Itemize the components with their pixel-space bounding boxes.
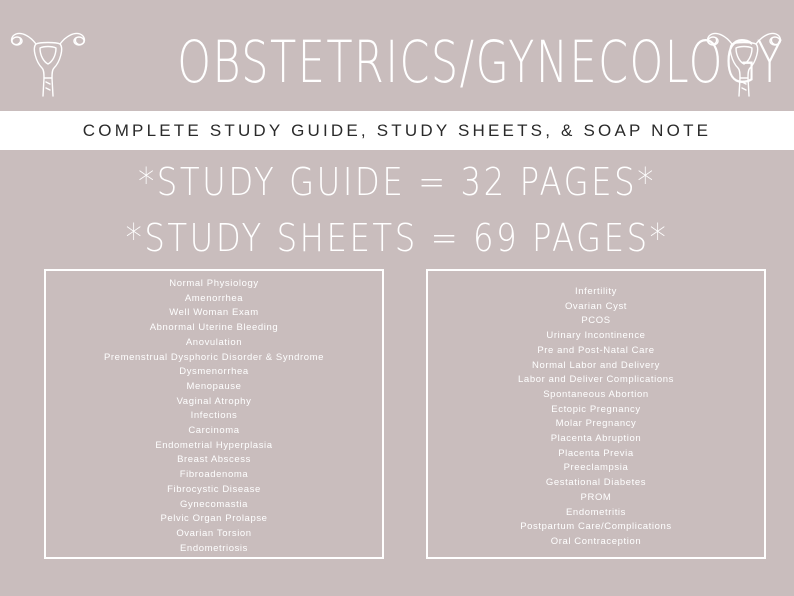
list-item: Endometrial Hyperplasia (155, 439, 273, 451)
list-item: Gestational Diabetes (545, 477, 647, 489)
topics-box-left (44, 269, 384, 559)
list-item: Oral Contraception (550, 535, 642, 547)
study-sheets-count: *STUDY SHEETS = 69 PAGES* (125, 216, 669, 260)
list-item: Ectopic Pregnancy (551, 403, 641, 415)
list-item: Labor and Deliver Complications (518, 374, 674, 386)
list-item: Amenorrhea (184, 292, 244, 304)
list-item: Endometritis (566, 506, 626, 518)
study-guide-count: *STUDY GUIDE = 32 PAGES* (138, 160, 656, 204)
list-item: Postpartum Care/Complications (520, 521, 672, 533)
list-item: Spontaneous Abortion (543, 388, 649, 400)
list-item: Premenstrual Dysphoric Disorder & Syndrome (103, 351, 325, 363)
list-item: Infections (190, 410, 238, 422)
list-item: Ovarian Torsion (176, 527, 252, 539)
list-item: Carcinoma (188, 425, 240, 437)
list-item: Pre and Post-Natal Care (537, 344, 655, 356)
topics-list-right (428, 285, 764, 550)
list-item: Normal Labor and Delivery (532, 359, 660, 371)
list-item: Gynecomastia (180, 498, 248, 510)
list-item: Abnormal Uterine Bleeding (149, 322, 279, 334)
topics-list-left (46, 277, 382, 556)
list-item: Preeclampsia (563, 462, 629, 474)
list-item: Normal Physiology (169, 278, 259, 289)
list-item: Molar Pregnancy (555, 418, 637, 430)
list-item: Ovarian Cyst (564, 300, 628, 312)
uterus-icon (704, 26, 784, 102)
list-item: Urinary Incontinence (546, 330, 646, 342)
list-item: Placenta Previa (558, 447, 634, 459)
list-item: Vaginal Atrophy (176, 395, 252, 407)
list-item: Fibroadenoma (179, 469, 249, 481)
list-item: Placenta Abruption (550, 433, 642, 445)
list-item: Breast Abscess (177, 454, 251, 466)
subtitle-banner: COMPLETE STUDY GUIDE, STUDY SHEETS, & SOAP NOTE (0, 111, 794, 150)
list-item: PROM (580, 491, 612, 503)
list-item: Dysmenorrhea (179, 366, 249, 378)
list-item: Endometriosis (180, 542, 248, 554)
list-item: Anovulation (185, 336, 243, 348)
list-item: Fibrocystic Disease (167, 483, 261, 495)
topics-box-right (426, 269, 766, 559)
list-item: Menopause (186, 380, 242, 392)
list-item: PCOS (581, 315, 611, 327)
list-item: Well Woman Exam (169, 307, 259, 319)
list-item: Pelvic Organ Prolapse (160, 513, 268, 525)
list-item: Infertility (575, 286, 617, 297)
uterus-icon (8, 26, 88, 102)
page-title: OBSTETRICS/GYNECOLOGY (177, 28, 785, 96)
